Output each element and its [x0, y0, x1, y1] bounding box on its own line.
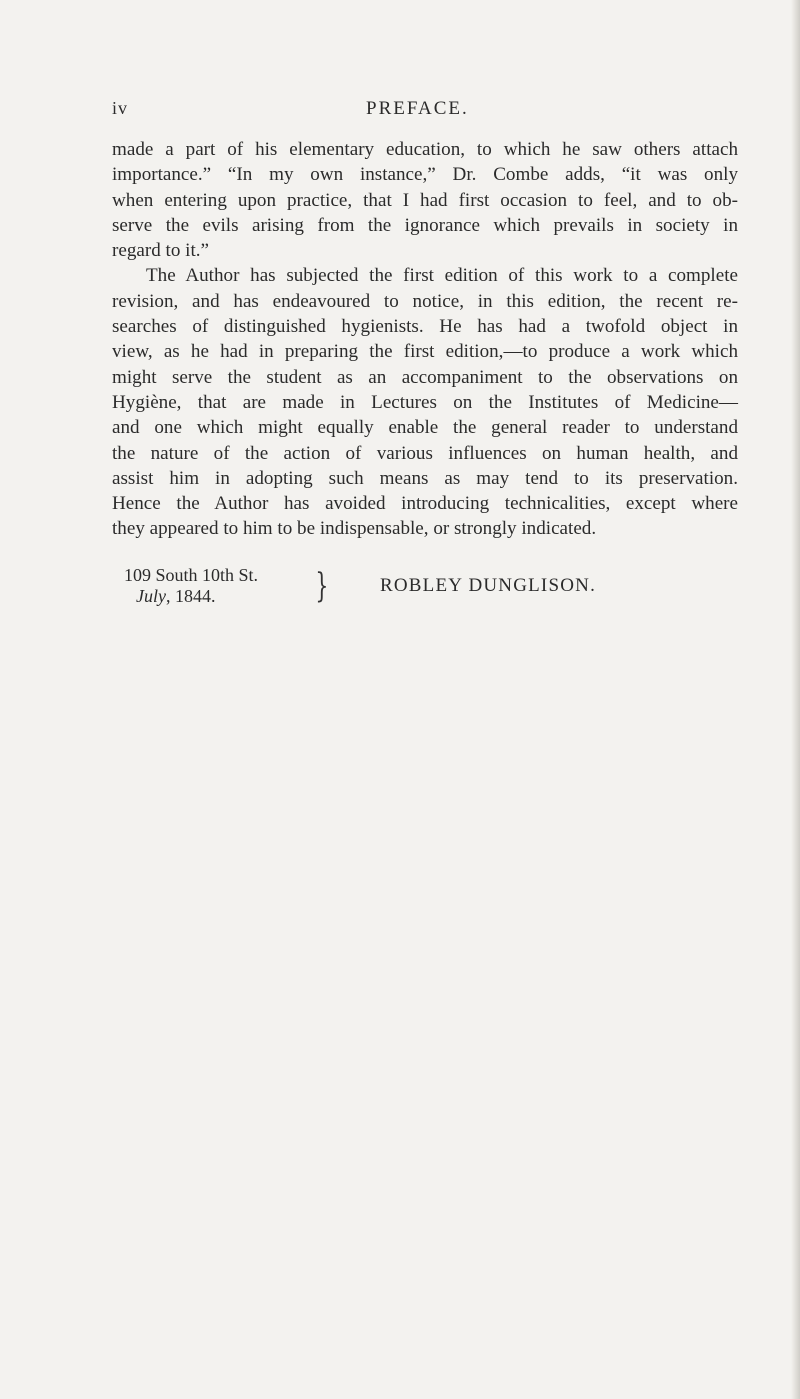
preface-body — [112, 137, 738, 542]
address-block — [124, 565, 258, 607]
paragraph-end-line: regard to it.” — [112, 240, 210, 262]
running-head: PREFACE. — [366, 98, 469, 119]
date-month: July — [136, 586, 166, 606]
text-line: revision, and has endeavoured to notice, in this edition, the recent re- — [112, 290, 738, 312]
text-line: searches of distinguished hygienists. He has had a twofold object in — [112, 316, 738, 338]
text-line: assist him in adopting such means as may tend to its preservation. — [112, 467, 738, 489]
text-line: Hence the Author has avoided introducing technicalities, except where — [112, 493, 738, 515]
date-year: , 1844. — [165, 586, 216, 606]
text-line: view, as he had in preparing the first edition,—to produce a work which — [112, 341, 738, 363]
text-line: serve the evils arising from the ignorance which prevails in society in — [112, 214, 738, 236]
text-line: made a part of his elementary education, to which he saw others attach — [112, 139, 738, 160]
page-edge — [791, 0, 800, 1399]
page-number: iv — [112, 98, 129, 118]
paragraph-start-line: The Author has subjected the first edition of this work to a complete — [146, 265, 738, 287]
date — [124, 586, 258, 607]
signoff — [124, 565, 734, 625]
brace-glyph: } — [315, 566, 329, 606]
paragraph-end-line: they appeared to him to be indispensable, or strongly indicated. — [112, 518, 597, 540]
text-line: when entering upon practice, that I had first occasion to feel, and to ob- — [112, 189, 738, 211]
address: 109 South 10th St. — [124, 565, 259, 585]
text-line: Hygiène, that are made in Lectures on the Institutes of Medicine— — [112, 391, 738, 413]
text-line: and one which might equally enable the general reader to understand — [112, 417, 738, 439]
text-line: might serve the student as an accompaniment to the observations on — [112, 366, 738, 388]
author-signature: ROBLEY DUNGLISON. — [380, 575, 597, 596]
text-line: importance.” “In my own instance,” Dr. Combe adds, “it was only — [112, 164, 738, 186]
text-line: the nature of the action of various influences on human health, and — [112, 442, 738, 464]
page-header — [112, 98, 738, 124]
